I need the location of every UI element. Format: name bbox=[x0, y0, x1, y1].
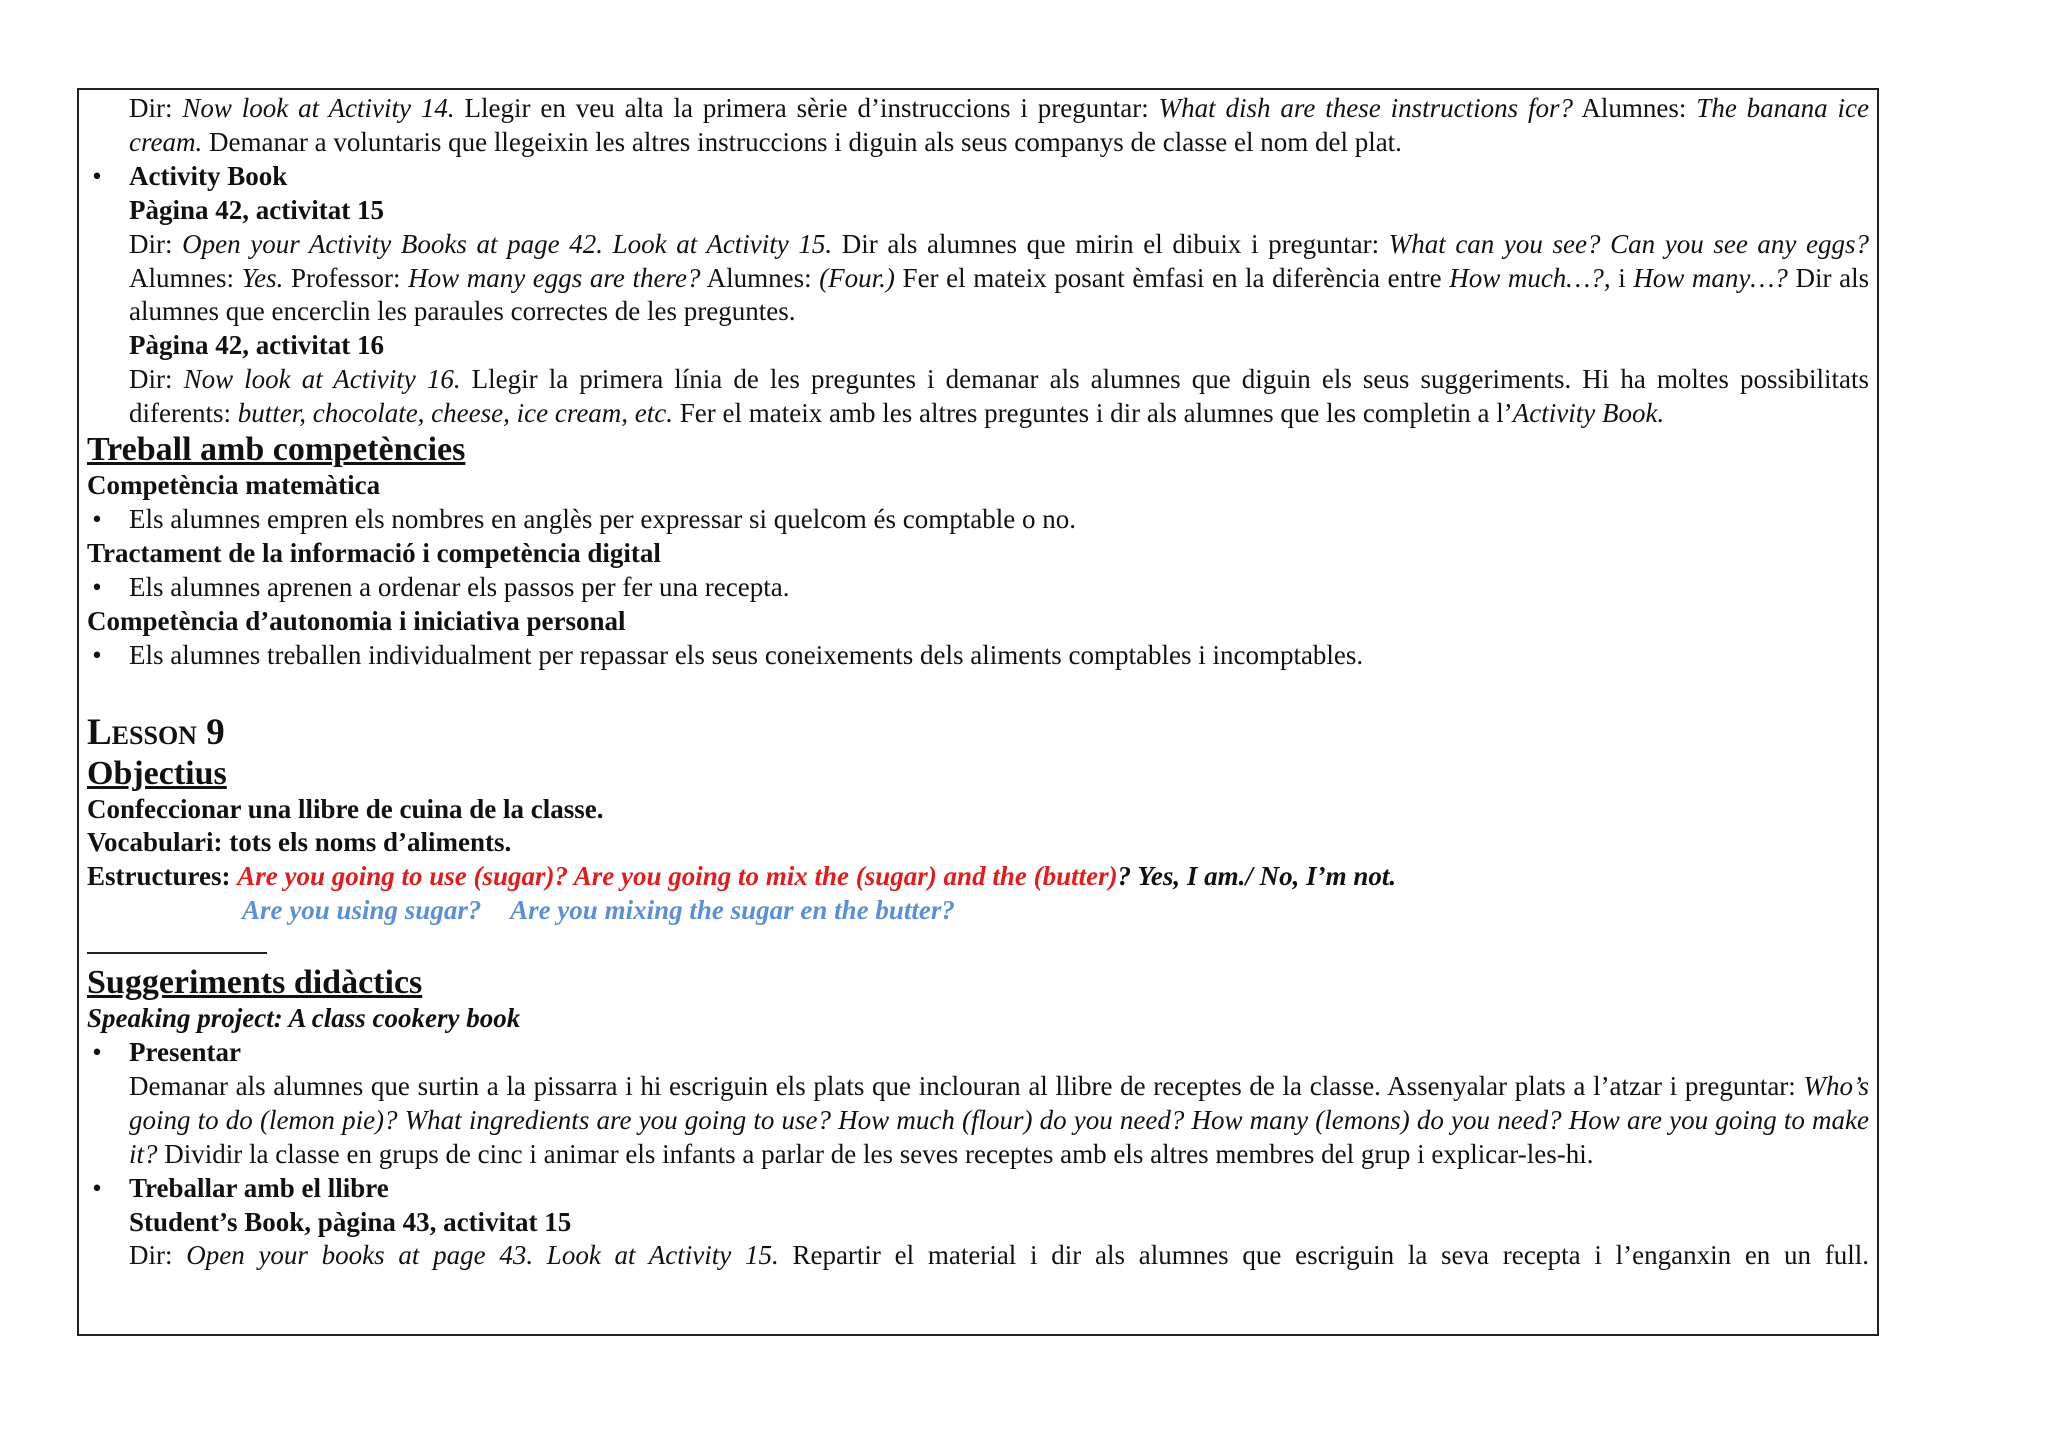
structures-red-text: Are you going to use (sugar)? Are you going to mix the (sugar) and the (butter) bbox=[237, 861, 1118, 892]
body-text: Demanar als alumnes que surtin a la pissarra i hi escriguin els plats que inclouran al llibre de receptes de la classe. Assenyalar plats a l’atzar i preguntar: bbox=[129, 1070, 1796, 1101]
structures-alt-line bbox=[87, 894, 1869, 928]
activity-16-paragraph bbox=[129, 363, 1869, 431]
document-frame bbox=[77, 88, 1879, 1336]
lesson-title: Lesson 9 bbox=[87, 711, 225, 753]
structures-label: Estructures: bbox=[87, 861, 231, 892]
italic-phrase: How much…?, bbox=[1449, 262, 1611, 293]
body-text: Alumnes: bbox=[706, 262, 812, 293]
presentar-heading: Presentar bbox=[129, 1037, 241, 1068]
competency-block bbox=[87, 537, 1869, 605]
competency-item bbox=[87, 503, 1869, 537]
objectives-title: Objectius bbox=[87, 754, 227, 792]
italic-question: How many eggs are there? bbox=[408, 262, 701, 293]
activity-book-heading: Activity Book bbox=[129, 160, 288, 191]
speaking-project-heading: Speaking project: A class cookery book bbox=[87, 1003, 521, 1034]
separator-rule bbox=[87, 952, 267, 954]
treballar-paragraph bbox=[129, 1239, 1869, 1273]
dir-label: Dir: bbox=[129, 1240, 173, 1271]
body-text: Repartir el material i dir als alumnes que escriguin la seva recepta i l’enganxin en un full. bbox=[792, 1240, 1870, 1271]
italic-examples: butter, chocolate, cheese, ice cream, etc. bbox=[237, 398, 674, 429]
treballar-item bbox=[87, 1172, 1869, 1274]
competency-heading: Tractament de la informació i competència digital bbox=[87, 537, 661, 568]
competency-text: Els alumnes empren els nombres en anglès per expressar si quelcom és comptable o no. bbox=[129, 503, 1076, 534]
competency-item bbox=[87, 571, 1869, 605]
activity-book-item bbox=[87, 160, 1869, 431]
bullet-icon: • bbox=[92, 571, 102, 602]
suggestions-title: Suggeriments didàctics bbox=[87, 964, 423, 1002]
presentar-item bbox=[87, 1036, 1869, 1172]
body-text: Dir als alumnes que mirin el dibuix i preguntar: bbox=[841, 228, 1380, 259]
competency-item bbox=[87, 639, 1869, 673]
italic-question: What can you see? Can you see any eggs? bbox=[1388, 228, 1870, 259]
bullet-icon: • bbox=[92, 1037, 102, 1068]
italic-answer: Yes. bbox=[241, 262, 284, 293]
italic-instruction: Open your books at page 43. Look at Activity 15. bbox=[186, 1240, 779, 1271]
structures-answer-text: ? Yes, I am./ No, I’m not. bbox=[1117, 861, 1397, 892]
bullet-icon: • bbox=[92, 1172, 102, 1203]
structures-blue-text: Are you using sugar? bbox=[242, 895, 482, 926]
body-text: Alumnes: bbox=[1581, 93, 1687, 123]
activity-16-subheading: Pàgina 42, activitat 16 bbox=[129, 330, 384, 361]
competency-text: Els alumnes treballen individualment per repassar els seus coneixements dels aliments comptables i incomptables. bbox=[129, 639, 1364, 670]
body-text: Fer el mateix amb les altres preguntes i dir als alumnes que les completin a l’ bbox=[679, 398, 1513, 429]
italic-instruction: Open your Activity Books at page 42. Look at Activity 15. bbox=[182, 228, 833, 259]
students-book-subheading: Student’s Book, pàgina 43, activitat 15 bbox=[129, 1206, 572, 1237]
bullet-icon: • bbox=[92, 639, 102, 670]
activity-15-subheading: Pàgina 42, activitat 15 bbox=[129, 194, 384, 225]
body-text: Llegir en veu alta la primera sèrie d’instruccions i preguntar: bbox=[464, 93, 1149, 123]
objective-2: Vocabulari: tots els noms d’aliments. bbox=[87, 827, 512, 858]
italic-questions: Who’s going to do (lemon pie)? What ingredients are you going to use? How much (flour) do you need? How many (lemons) do you need? How are you going to make it? bbox=[129, 1070, 1870, 1169]
presentar-paragraph bbox=[129, 1070, 1869, 1172]
competency-text: Els alumnes aprenen a ordenar els passos per fer una recepta. bbox=[129, 571, 790, 602]
body-text: Fer el mateix posant èmfasi en la diferència entre bbox=[902, 262, 1442, 293]
body-text: Dir als alumnes que encerclin les paraules correctes de les preguntes. bbox=[129, 262, 1870, 327]
italic-answer: The banana ice cream. bbox=[129, 93, 1870, 157]
competency-heading: Competència matemàtica bbox=[87, 470, 381, 501]
objective-1: Confeccionar una llibre de cuina de la classe. bbox=[87, 793, 604, 824]
competency-block bbox=[87, 469, 1869, 537]
activity-15-paragraph bbox=[129, 228, 1869, 330]
structures-blue-text: Are you mixing the sugar en the butter? bbox=[510, 895, 955, 926]
italic-phrase: How many…? bbox=[1633, 262, 1788, 293]
italic-instruction: Now look at Activity 14. bbox=[182, 93, 455, 123]
structures-line bbox=[87, 860, 1869, 894]
dir-label: Dir: bbox=[129, 364, 173, 395]
bullet-icon: • bbox=[92, 503, 102, 534]
body-text: Demanar a voluntaris que llegeixin les altres instruccions i diguin als seus companys de classe el nom del plat. bbox=[208, 126, 1402, 157]
body-text: Dividir la classe en grups de cinc i animar els infants a parlar de les seves receptes amb els altres membres del grup i explicar-les-hi. bbox=[164, 1138, 1594, 1169]
body-text: i bbox=[1618, 262, 1626, 293]
italic-answer: (Four.) bbox=[819, 262, 895, 293]
competencies-title: Treball amb competències bbox=[87, 431, 466, 469]
competency-block bbox=[87, 605, 1869, 673]
body-text: Llegir la primera línia de les preguntes i demanar als alumnes que diguin els seus suggeriments. Hi ha moltes possibilitats diferents: bbox=[129, 364, 1870, 429]
dir-label: Dir: bbox=[129, 93, 173, 123]
bullet-icon: • bbox=[92, 160, 102, 191]
competency-heading: Competència d’autonomia i iniciativa personal bbox=[87, 605, 626, 636]
treballar-heading: Treballar amb el llibre bbox=[129, 1172, 389, 1203]
italic-question: What dish are these instructions for? bbox=[1158, 93, 1573, 123]
body-text: Professor: bbox=[291, 262, 401, 293]
document-content bbox=[87, 92, 1869, 1273]
body-text: Alumnes: bbox=[129, 262, 234, 293]
italic-instruction: Now look at Activity 16. bbox=[183, 364, 461, 395]
intro-paragraph bbox=[87, 92, 1869, 160]
italic-book-title: Activity Book. bbox=[1512, 398, 1665, 429]
dir-label: Dir: bbox=[129, 228, 173, 259]
